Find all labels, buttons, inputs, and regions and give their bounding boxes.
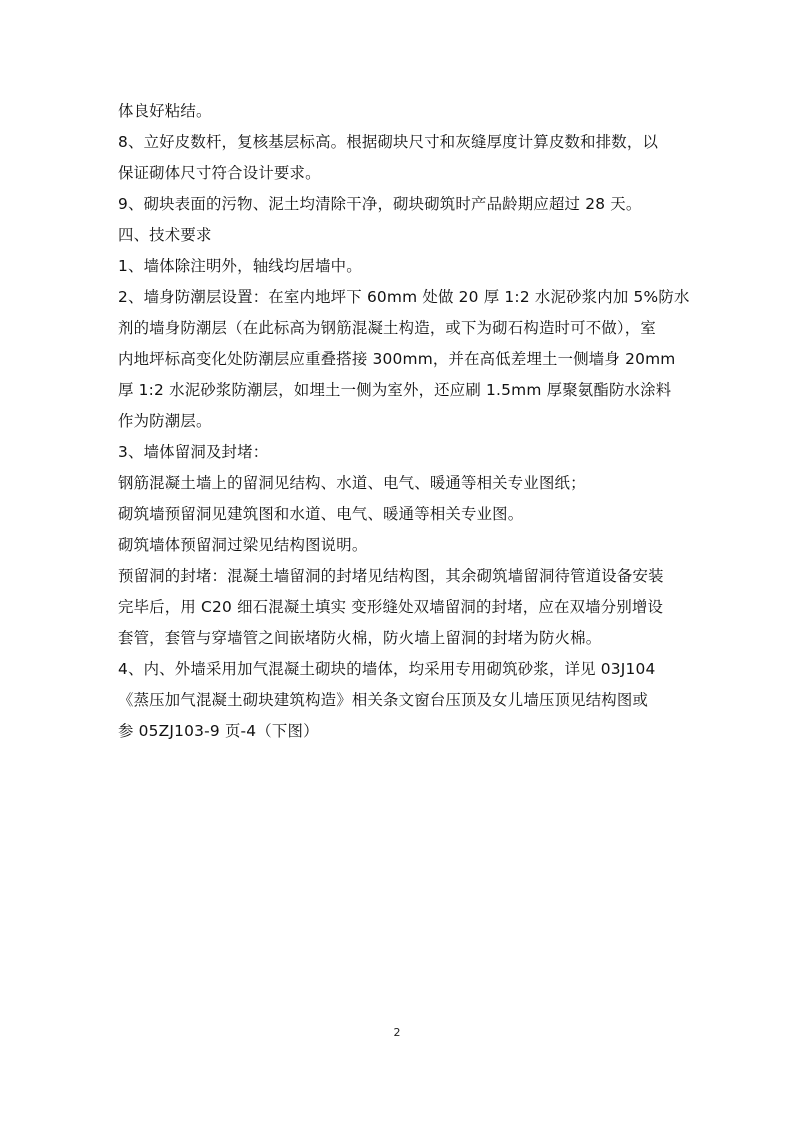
text-line: 4、内、外墙采用加气混凝土砌块的墙体，均采用专用砌筑砂浆，详见 03J104: [118, 660, 656, 678]
text-line: 套管，套管与穿墙管之间嵌堵防火棉，防火墙上留洞的封堵为防火棉。: [118, 629, 602, 647]
text-line: 1、墙体除注明外，轴线均居墙中。: [118, 257, 362, 275]
section-heading: 四、技术要求: [118, 226, 212, 244]
text-line: 钢筋混凝土墙上的留洞见结构、水道、电气、暖通等相关专业图纸；: [118, 474, 586, 492]
text-line: 8、立好皮数杆，复核基层标高。根据砌块尺寸和灰缝厚度计算皮数和排数，以: [118, 133, 659, 151]
text-line: 参 05ZJ103-9 页-4（下图）: [118, 722, 319, 740]
text-line: 预留洞的封堵：混凝土墙留洞的封堵见结构图，其余砌筑墙留洞待管道设备安装: [118, 567, 664, 585]
text-line: 剂的墙身防潮层（在此标高为钢筋混凝土构造，或下为砌石构造时可不做），室: [118, 319, 656, 337]
text-line: 完毕后，用 C20 细石混凝土填实 变形缝处双墙留洞的封堵，应在双墙分别增设: [118, 598, 664, 616]
text-line: 9、砌块表面的污物、泥土均清除干净，砌块砌筑时产品龄期应超过 28 天。: [118, 195, 642, 213]
text-line: 2、墙身防潮层设置：在室内地坪下 60mm 处做 20 厚 1:2 水泥砂浆内加 5%防水: [118, 288, 690, 306]
document-body: [118, 96, 690, 747]
text-line: 体良好粘结。: [118, 102, 212, 120]
text-line: 3、墙体留洞及封堵：: [118, 443, 269, 461]
text-line: 保证砌体尺寸符合设计要求。: [118, 164, 321, 182]
text-line: 砌筑墙预留洞见建筑图和水道、电气、暖通等相关专业图。: [118, 505, 524, 523]
text-line: 砌筑墙体预留洞过梁见结构图说明。: [118, 536, 368, 554]
text-line: 内地坪标高变化处防潮层应重叠搭接 300mm，并在高低差埋土一侧墙身 20mm: [118, 350, 676, 368]
text-line: 作为防潮层。: [118, 412, 212, 430]
text-line: 厚 1:2 水泥砂浆防潮层，如埋土一侧为室外，还应刷 1.5mm 厚聚氨酯防水涂料: [118, 381, 672, 399]
text-line: 《蒸压加气混凝土砌块建筑构造》相关条文窗台压顶及女儿墙压顶见结构图或: [118, 691, 649, 709]
page-number: 2: [393, 1026, 401, 1039]
